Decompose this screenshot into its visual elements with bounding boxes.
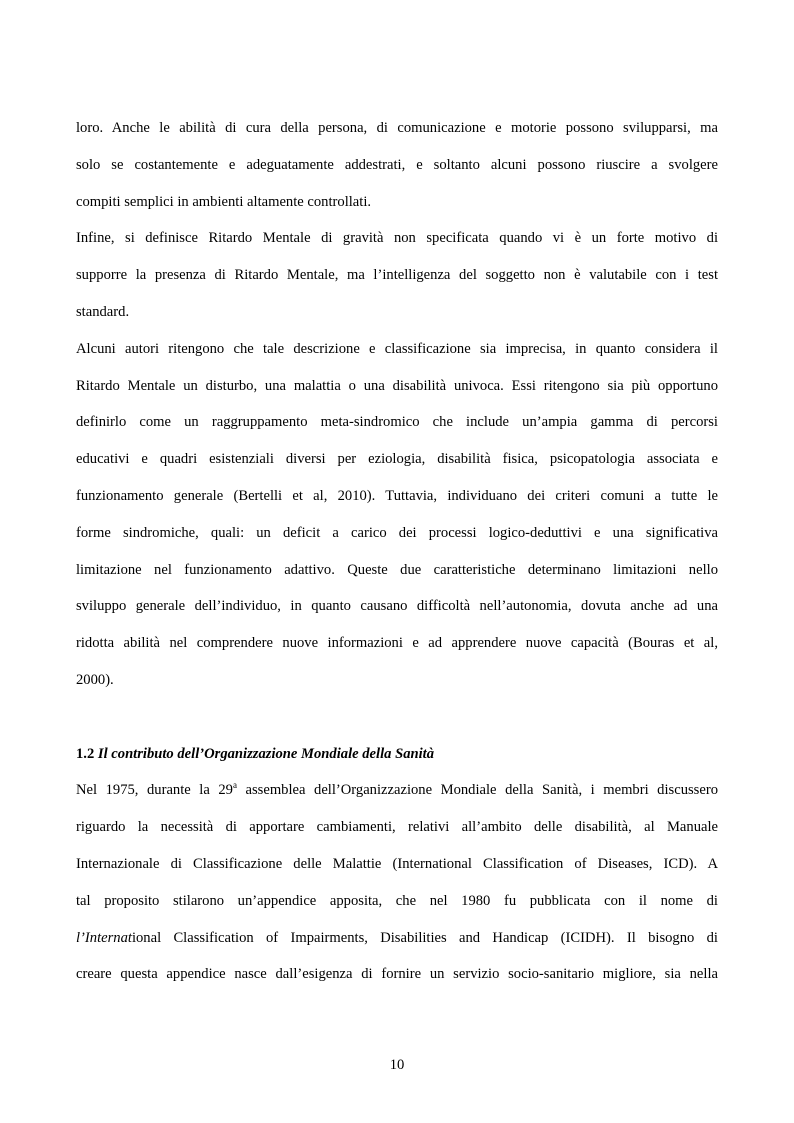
text-line: forme sindromiche, quali: un deficit a carico dei processi logico-deduttivi e una significativa <box>76 524 718 541</box>
text-line: educativi e quadri esistenziali diversi per eziologia, disabilità fisica, psicopatologia associata e <box>76 451 718 468</box>
text-line: Internazionale di Classificazione delle Malattie (International Classification of Diseases, ICD). A <box>76 855 718 872</box>
text-line: definirlo come un raggruppamento meta-sindromico che include un’ampia gamma di percorsi <box>76 414 718 431</box>
text-line: Ritardo Mentale un disturbo, una malattia o una disabilità univoca. Essi ritengono sia più opportuno <box>76 377 718 394</box>
spacer <box>76 699 718 736</box>
text-line: compiti semplici in ambienti altamente controllati. <box>76 193 372 210</box>
text-line: sviluppo generale dell’individuo, in quanto causano difficoltà nell’autonomia, dovuta anche ad una <box>76 598 718 615</box>
text-fragment: assemblea dell’Organizzazione Mondiale della Sanità, i membri discussero <box>236 782 718 799</box>
text-line <box>76 920 718 957</box>
text-line: 2000). <box>76 671 114 688</box>
section-heading <box>76 736 718 773</box>
text-line: creare questa appendice nasce dall’esigenza di fornire un servizio socio-sanitario migliore, sia nella <box>76 966 718 983</box>
text-line: ridotta abilità nel comprendere nuove informazioni e ad apprendere nuove capacità (Bouras et al, <box>76 635 718 652</box>
text-line: solo se costantemente e adeguatamente addestrati, e soltanto alcuni possono riuscire a svolgere <box>76 156 718 173</box>
text-line: funzionamento generale (Bertelli et al, 2010). Tuttavia, individuano dei criteri comuni a tutte le <box>76 487 718 504</box>
text-line: Infine, si definisce Ritardo Mentale di gravità non specificata quando vi è un forte motivo di <box>76 230 718 247</box>
section-title: Il contributo dell’Organizzazione Mondiale della Sanità <box>97 745 435 762</box>
superscript: a <box>232 780 237 791</box>
text-line <box>76 772 718 809</box>
paragraph-2 <box>76 220 718 330</box>
text-line: supporre la presenza di Ritardo Mentale, ma l’intelligenza del soggetto non è valutabile con i test <box>76 267 718 284</box>
italic-fragment: l’Internat <box>76 929 132 946</box>
text-line: Alcuni autori ritengono che tale descrizione e classificazione sia imprecisa, in quanto considera il <box>76 340 718 357</box>
section-number: 1.2 <box>76 745 95 762</box>
paragraph-1 <box>76 110 718 220</box>
paragraph-3 <box>76 331 718 699</box>
text-line: riguardo la necessità di apportare cambiamenti, relativi all’ambito delle disabilità, al Manuale <box>76 819 718 836</box>
text-line: standard. <box>76 303 130 320</box>
text-fragment: ional Classification of Impairments, Disabilities and Handicap (ICIDH). Il bisogno di <box>131 929 718 946</box>
text-line: tal proposito stilarono un’appendice apposita, che nel 1980 fu pubblicata con il nome di <box>76 892 718 909</box>
paragraph-4 <box>76 772 718 993</box>
page-number: 10 <box>389 1057 405 1073</box>
text-line: loro. Anche le abilità di cura della persona, di comunicazione e motorie possono svilupparsi, ma <box>76 120 718 136</box>
text-fragment: Nel 1975, durante la 29 <box>76 782 233 799</box>
text-line: limitazione nel funzionamento adattivo. Queste due caratteristiche determinano limitazioni nello <box>76 561 718 578</box>
body-text <box>76 110 718 993</box>
